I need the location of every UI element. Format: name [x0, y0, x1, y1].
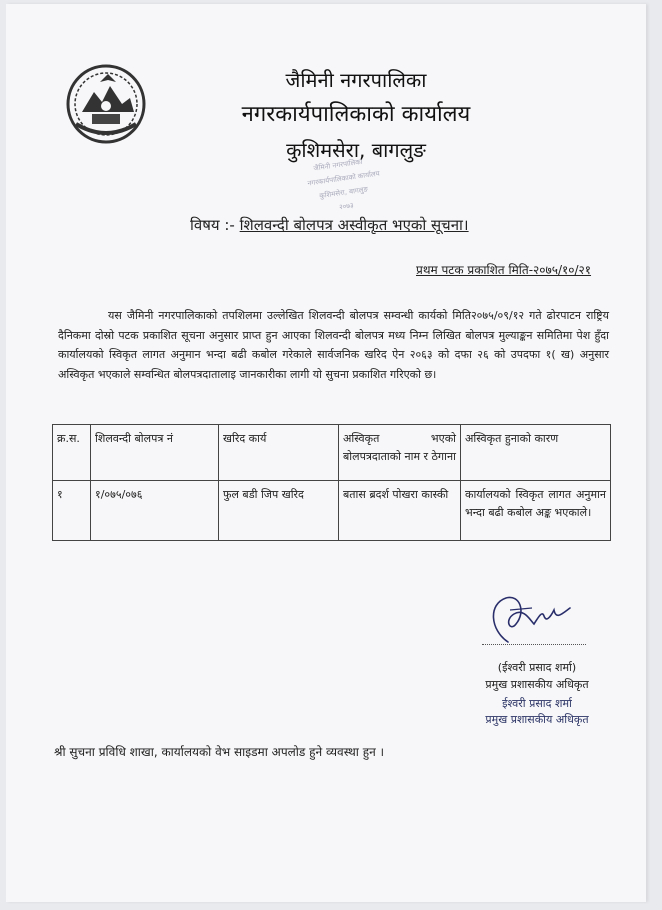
- stamp-year: २०७३: [338, 201, 355, 212]
- cell-reason: कार्यालयको स्विकृत लागत अनुमान भन्दा बढी कबोल अङ्क भएकाले।: [461, 481, 611, 541]
- header-bidder: अस्विकृत भएको बोलपत्रदाताको नाम र ठेगाना: [339, 425, 461, 481]
- cell-bid-number: १/०७५/०७६: [91, 481, 219, 541]
- document-page: [6, 4, 646, 902]
- handwritten-signature: [480, 590, 576, 648]
- table-row: [53, 481, 611, 541]
- subject-text: शिलवन्दी बोलपत्र अस्वीकृत भएको सूचना।: [239, 216, 469, 234]
- header-serial: क्र.स.: [53, 425, 91, 481]
- office-address: कुशिमसेरा, बागलुङ: [286, 138, 426, 162]
- cell-serial: १: [53, 481, 91, 541]
- office-name-line1: जैमिनी नगरपालिका: [285, 68, 427, 92]
- signature-line: [482, 644, 586, 645]
- header-bid-number: शिलवन्दी बोलपत्र नं: [91, 425, 219, 481]
- subject-label: विषय :-: [190, 216, 235, 234]
- stamp-text2: नगरकार्यपालिकाको कार्यालय: [306, 169, 381, 188]
- footer-note: श्री सुचना प्रविधि शाखा, कार्यालयको वेभ साइडमा अपलोड हुने व्यवस्था हुन ।: [54, 745, 385, 759]
- subject-line: [190, 215, 469, 235]
- signatory-stamp-title: प्रमुख प्रशासकीय अधिकृत: [485, 713, 589, 726]
- stamp-text3: कुशिमसेरा, बागलुङ: [318, 185, 369, 201]
- cell-bidder: बतास ब्रदर्श पोखरा कास्की: [339, 481, 461, 541]
- stamp-text1: जैमिनी नगरपालिका: [312, 157, 363, 173]
- office-seal-stamp: [302, 154, 394, 214]
- published-date: प्रथम पटक प्रकाशित मिति-२०७५/१०/२१: [416, 263, 592, 277]
- notice-body: यस जैमिनी नगरपालिकाको तपशिलमा उल्लेखित शिलवन्दी बोलपत्र सम्वन्धी कार्यको मिति२०७५/०९/१२ गते ढोरपाटन राष्ट्रिय दैनिकमा दोस्रो पटक प्रकाशित सूचना अनुसार प्राप्त हुन आएका शिलवन्दी बोलपत्र मध्य निम्न लिखित बोलपत्र मुल्याङ्कन समितिमा पेश हुँदा कार्यालयको स्विकृत लागत अनुमान भन्दा बढी कबोल गरेकाले सार्वजनिक खरिद ऐन २०६३ को दफा २६ को उपदफा १( ख) अनुसार अस्विकृत भएकाले सम्वन्धित बोलपत्रदातालाइ जानकारीका लागी यो सुचना प्रकाशित गरिएको छ।: [58, 309, 609, 381]
- header-reason: अस्विकृत हुनाको कारण: [461, 425, 611, 481]
- government-emblem-icon: [64, 62, 148, 146]
- rejected-bids-table: [52, 424, 611, 541]
- signatory-title: प्रमुख प्रशासकीय अधिकृत: [485, 678, 589, 691]
- cell-procurement: फुल बडी जिप खरिद: [219, 481, 339, 541]
- signatory-stamp-name: ईश्वरी प्रसाद शर्मा: [502, 697, 572, 710]
- header-procurement: खरिद कार्य: [219, 425, 339, 481]
- office-name-line2: नगरकार्यपालिकाको कार्यालय: [241, 102, 471, 127]
- table-header-row: [53, 425, 611, 481]
- signatory-name: (ईश्वरी प्रसाद शर्मा): [497, 661, 577, 674]
